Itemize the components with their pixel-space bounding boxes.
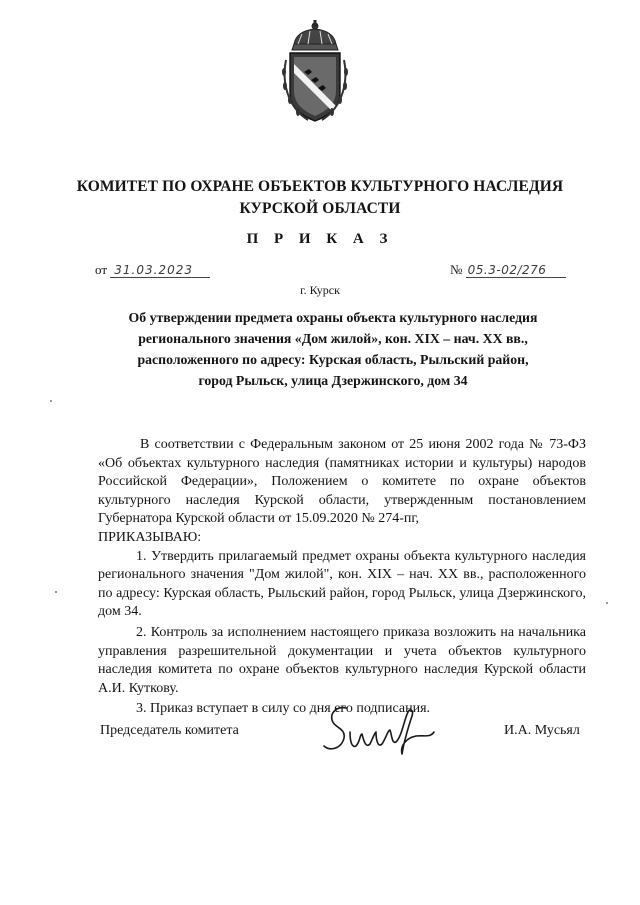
subject-line4: город Рыльск, улица Дзержинского, дом 34 — [198, 373, 468, 388]
document-date — [95, 262, 210, 278]
subject-line1: Об утверждении предмета охраны объекта культурного наследия — [128, 310, 538, 325]
document-type-title: П Р И К А З — [246, 231, 394, 247]
signer-name: И.А. Мусьял — [504, 723, 580, 738]
document-city: г. Курск — [300, 283, 340, 297]
subject-line2: регионального значения «Дом жилой», кон. XIX – нач. XX вв., — [138, 331, 528, 346]
document-number — [450, 262, 566, 278]
order-word: ПРИКАЗЫВАЮ: — [98, 529, 202, 545]
coat-of-arms-icon — [278, 20, 352, 124]
order-item-1: 1. Утвердить прилагаемый предмет охраны объекта культурного наследия регионального значения "Дом жилой", кон. XIX – нач. XX вв., расположенного по адресу: Курская область, Рыльский район, город Рыльск, улица Дзержинского, дом 34. — [98, 548, 586, 620]
handwritten-signature-icon — [316, 702, 446, 760]
preamble-paragraph: В соответствии с Федеральным законом от 25 июня 2002 года № 73-ФЗ «Об объектах культурного наследия (памятниках истории и культуры) народов Российской Федерации», Положением о комитете по охране объектов культурного наследия Курской области, утвержденным постановлением Губернатора Курской области от 15.09.2020 № 274-пг, — [98, 437, 586, 527]
signer-title: Председатель комитета — [100, 723, 239, 738]
organization-name-line1: КОМИТЕТ ПО ОХРАНЕ ОБЪЕКТОВ КУЛЬТУРНОГО НАСЛЕДИЯ — [76, 178, 564, 195]
document-subject — [98, 307, 568, 391]
order-item-2: 2. Контроль за исполнением настоящего приказа возложить на начальника управления разрешительной документации и учета объектов культурного наследия комитета по охране объектов культурного наследия Курской области А.И. Куткову. — [98, 624, 586, 696]
organization-name — [60, 176, 580, 220]
document-body — [98, 436, 586, 719]
organization-name-line2: КУРСКОЙ ОБЛАСТИ — [239, 200, 401, 217]
order-item-3: 3. Приказ вступает в силу со дня его подписания. — [136, 701, 431, 717]
number-prefix: № — [450, 262, 463, 277]
number-value: 05.3-02/276 — [466, 263, 566, 278]
date-value: 31.03.2023 — [110, 263, 210, 278]
date-prefix: от — [95, 262, 108, 277]
subject-line3: расположенного по адресу: Курская область, Рыльский район, — [137, 352, 529, 367]
